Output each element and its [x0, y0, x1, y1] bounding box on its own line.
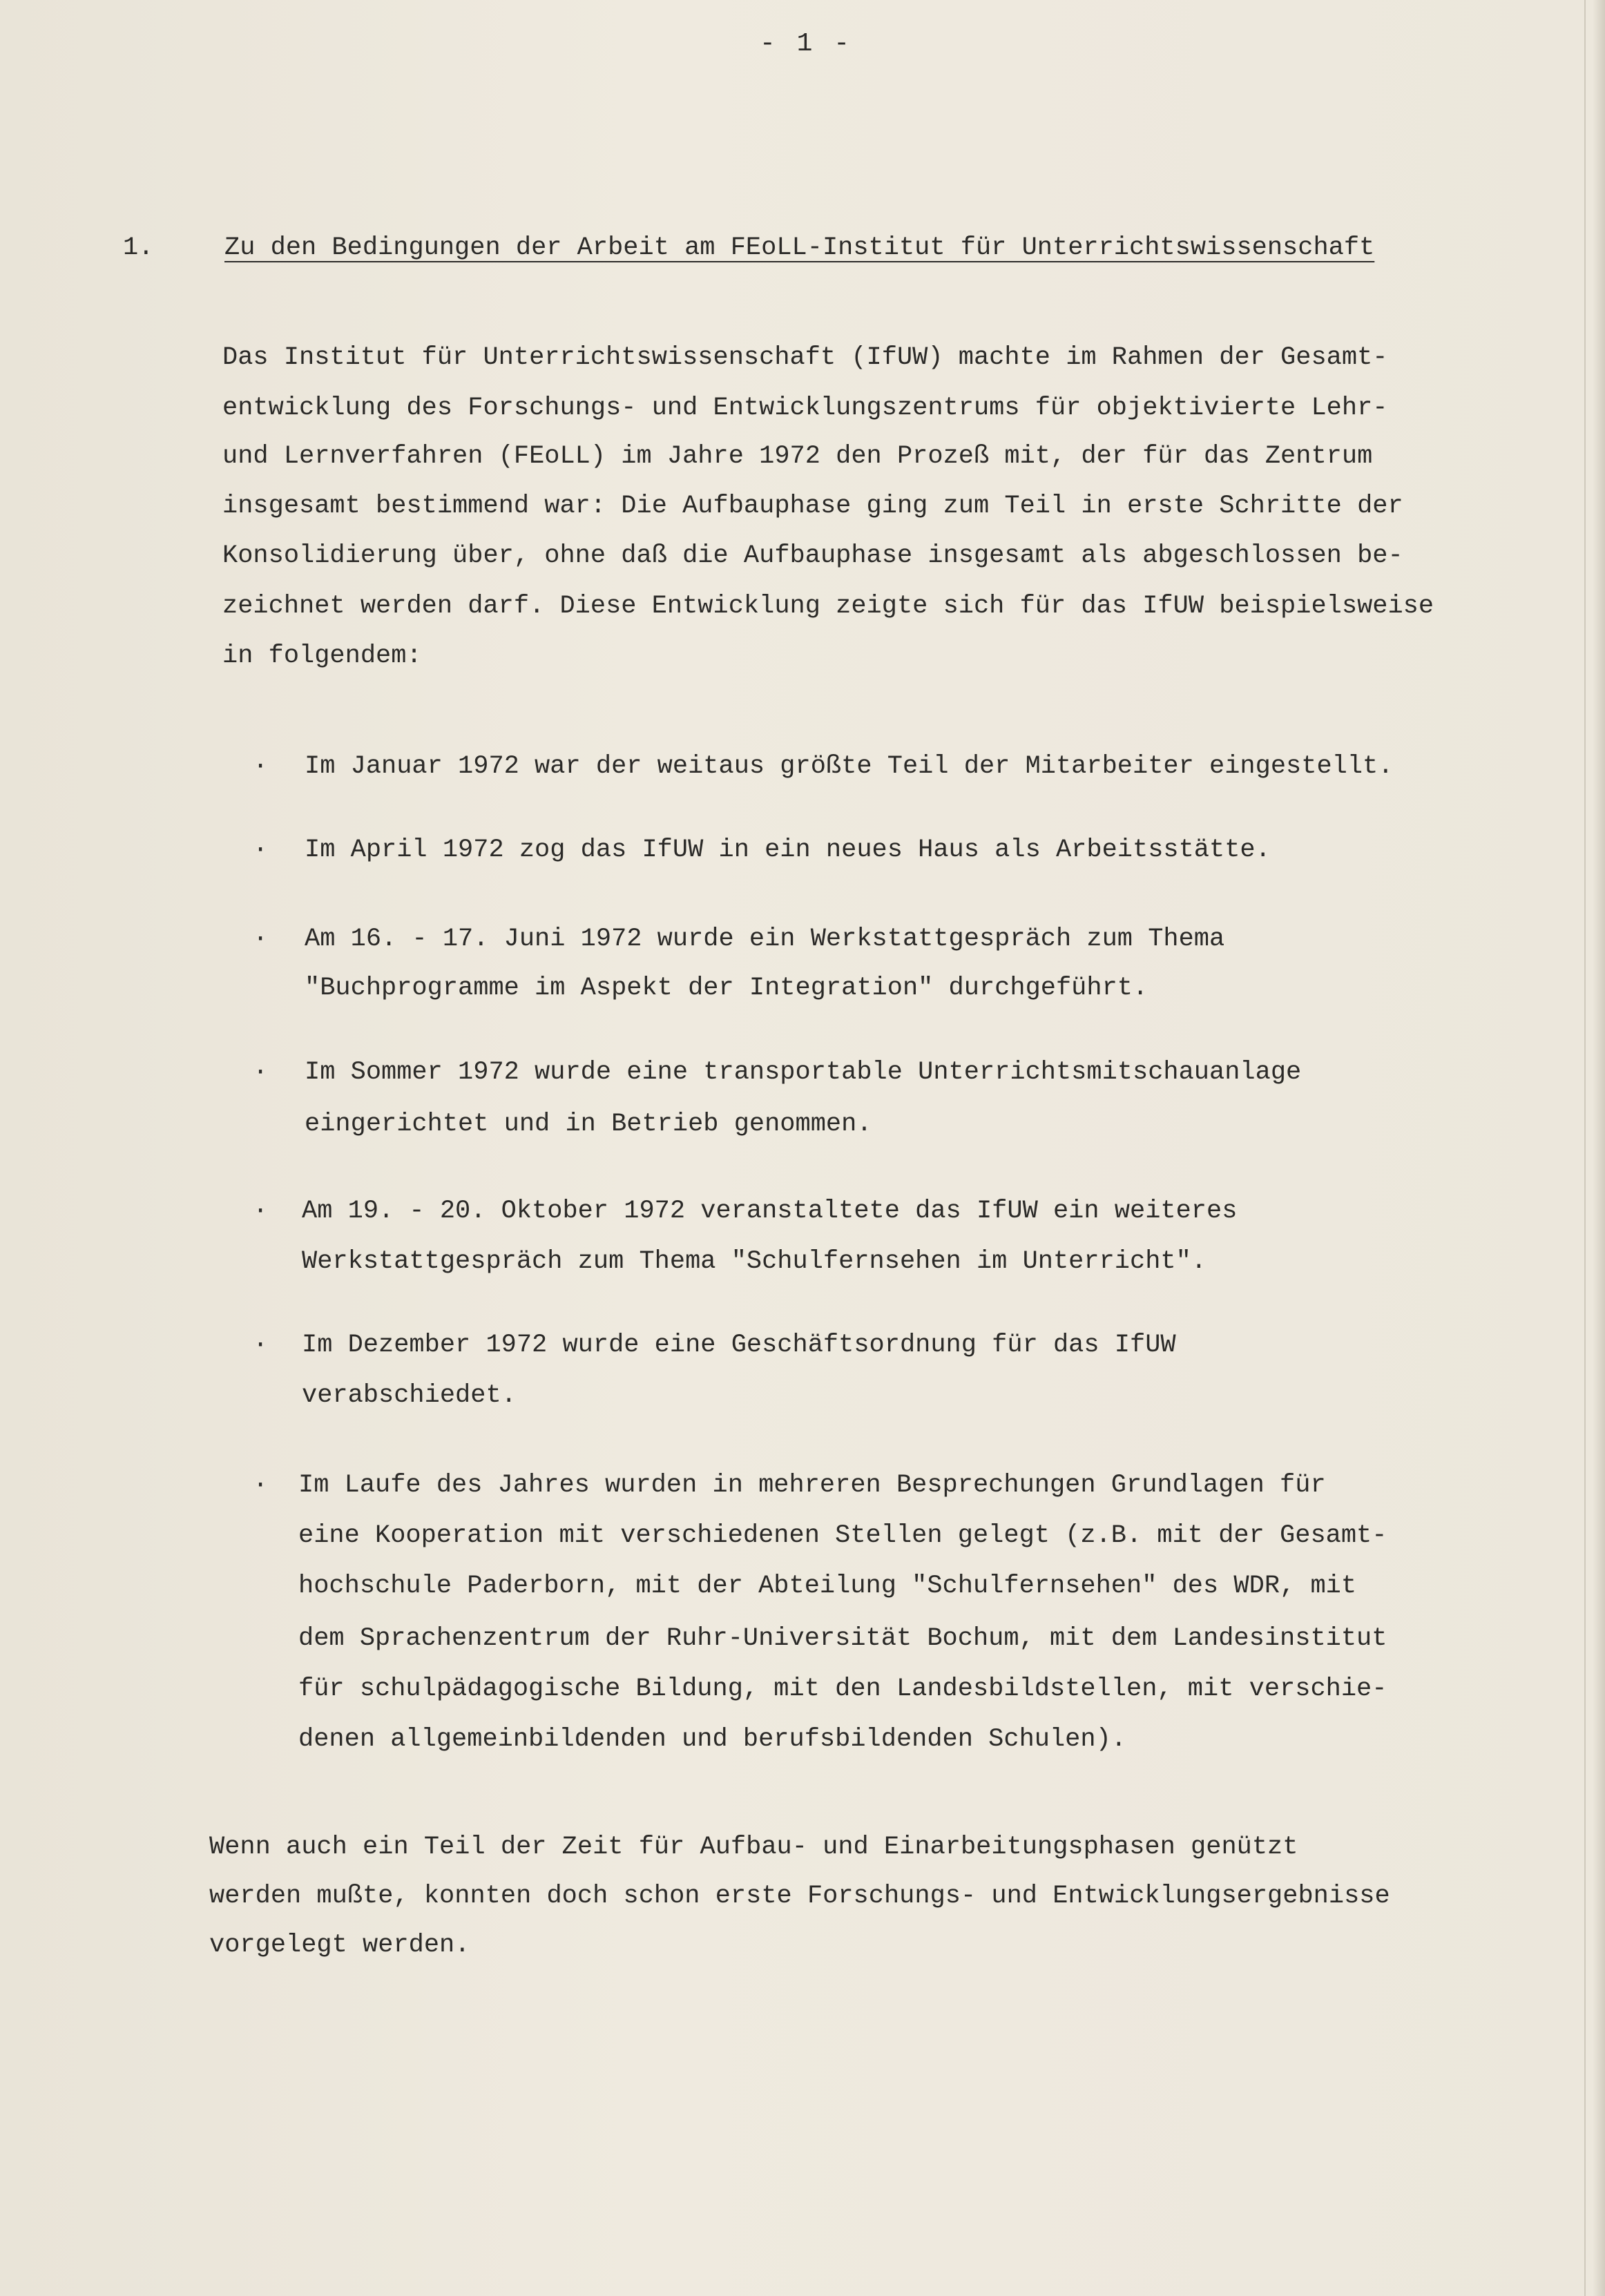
list-item-line: Im Laufe des Jahres wurden in mehreren Besprechungen Grundlagen für [298, 1471, 1326, 1500]
page-edge-shadow [1593, 0, 1605, 2296]
bullet-marker: · [253, 1197, 269, 1226]
closing-line: Wenn auch ein Teil der Zeit für Aufbau- und Einarbeitungsphasen genützt [209, 1833, 1298, 1862]
list-item-line: eingerichtet und in Betrieb genommen. [305, 1110, 872, 1139]
bullet-marker: · [253, 752, 269, 781]
list-item-line: Am 19. - 20. Oktober 1972 veranstaltete das IfUW ein weiteres [302, 1197, 1238, 1226]
bullet-marker: · [253, 1471, 269, 1500]
list-item-line: für schulpädagogische Bildung, mit den Landesbildstellen, mit verschie- [298, 1675, 1387, 1704]
intro-line: entwicklung des Forschungs- und Entwicklungszentrums für objektivierte Lehr- [222, 394, 1388, 423]
page-edge-line [1584, 0, 1586, 2296]
list-item-line: denen allgemeinbildenden und berufsbildenden Schulen). [298, 1725, 1126, 1754]
intro-line: Das Institut für Unterrichtswissenschaft (IfUW) machte im Rahmen der Gesamt- [222, 343, 1388, 372]
bullet-marker: · [253, 1058, 269, 1087]
list-item-line: Am 16. - 17. Juni 1972 wurde ein Werkstattgespräch zum Thema [305, 925, 1225, 954]
intro-line: insgesamt bestimmend war: Die Aufbauphase ging zum Teil in erste Schritte der [222, 492, 1403, 521]
intro-line: zeichnet werden darf. Diese Entwicklung zeigte sich für das IfUW beispielsweise [222, 592, 1434, 621]
list-item-line: Im Sommer 1972 wurde eine transportable Unterrichtsmitschauanlage [305, 1058, 1302, 1087]
page-number: - 1 - [760, 29, 853, 59]
list-item-line: Im Dezember 1972 wurde eine Geschäftsordnung für das IfUW [302, 1331, 1176, 1360]
list-item-line: hochschule Paderborn, mit der Abteilung "Schulfernsehen" des WDR, mit [298, 1572, 1357, 1601]
intro-line: Konsolidierung über, ohne daß die Aufbauphase insgesamt als abgeschlossen be- [222, 541, 1403, 570]
bullet-marker: · [253, 836, 269, 865]
list-item-line: Im Januar 1972 war der weitaus größte Teil der Mitarbeiter eingestellt. [305, 752, 1394, 781]
list-item-line: verabschiedet. [302, 1381, 517, 1410]
closing-line: vorgelegt werden. [209, 1931, 470, 1960]
list-item-line: Werkstattgespräch zum Thema "Schulfernsehen im Unterricht". [302, 1247, 1207, 1276]
list-item-line: "Buchprogramme im Aspekt der Integration" durchgeführt. [305, 974, 1149, 1003]
section-title: Zu den Bedingungen der Arbeit am FEoLL-Institut für Unterrichtswissenschaft [224, 233, 1375, 262]
list-item-line: dem Sprachenzentrum der Ruhr-Universität Bochum, mit dem Landesinstitut [298, 1624, 1387, 1653]
closing-line: werden mußte, konnten doch schon erste Forschungs- und Entwicklungsergebnisse [209, 1882, 1390, 1911]
section-number: 1. [123, 233, 154, 262]
bullet-marker: · [253, 1331, 269, 1360]
intro-line: und Lernverfahren (FEoLL) im Jahre 1972 den Prozeß mit, der für das Zentrum [222, 442, 1373, 471]
intro-line: in folgendem: [222, 641, 422, 671]
list-item-line: Im April 1972 zog das IfUW in ein neues Haus als Arbeitsstätte. [305, 836, 1271, 865]
bullet-marker: · [253, 925, 269, 954]
list-item-line: eine Kooperation mit verschiedenen Stellen gelegt (z.B. mit der Gesamt- [298, 1521, 1387, 1550]
